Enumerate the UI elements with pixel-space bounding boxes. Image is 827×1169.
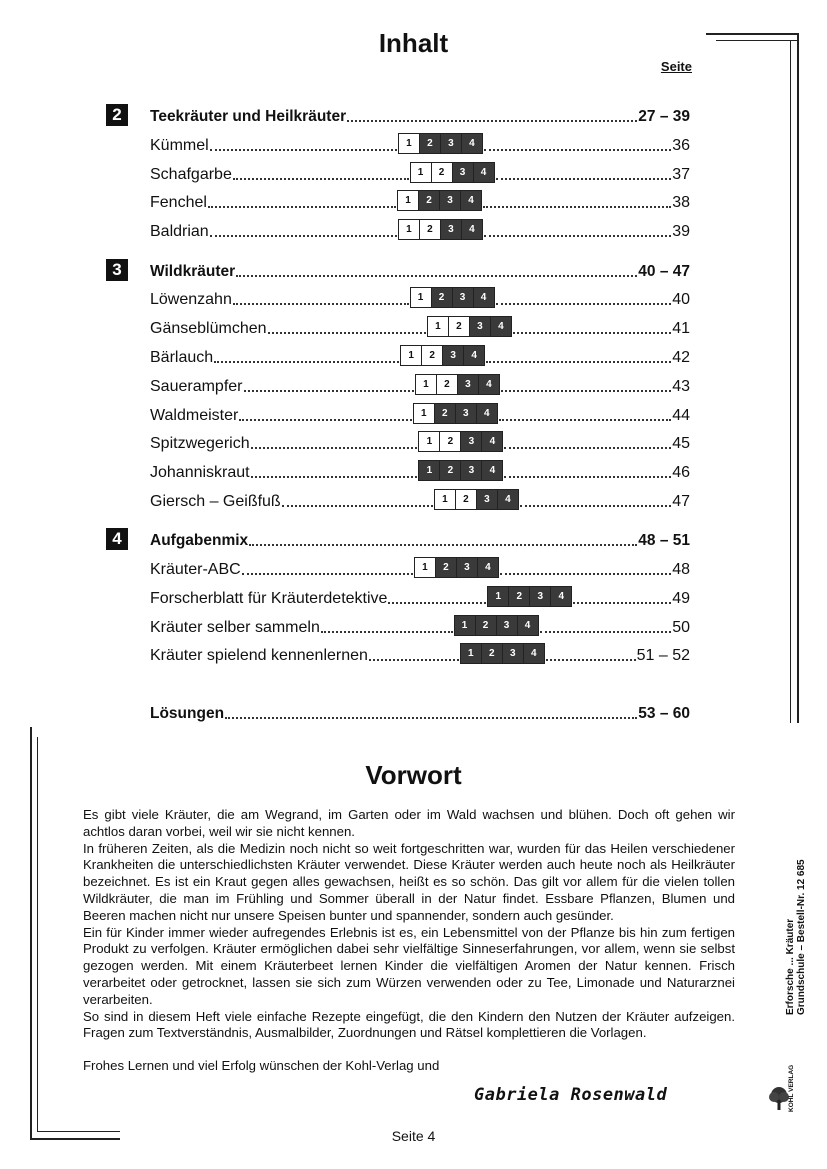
page-number: Seite 4	[391, 1128, 436, 1144]
dot-leader	[236, 275, 637, 277]
difficulty-level-box: 1	[428, 317, 448, 336]
solutions-title: Lösungen	[150, 704, 225, 722]
difficulty-level-box: 1	[419, 432, 439, 451]
difficulty-level-box: 2	[421, 346, 442, 365]
dot-leader	[268, 332, 426, 334]
difficulty-level-box: 3	[469, 317, 490, 336]
toc-item-page: 39	[672, 223, 690, 241]
dot-leader	[249, 544, 637, 546]
difficulty-level-box: 1	[399, 220, 419, 239]
toc-item-label: Johanniskraut	[150, 464, 250, 482]
dot-leader	[499, 419, 671, 421]
difficulty-level-box: 2	[439, 461, 460, 480]
difficulty-level-box: 3	[456, 558, 477, 577]
preface-text	[83, 807, 735, 1042]
difficulty-level-box: 4	[477, 558, 498, 577]
difficulty-level-box: 4	[461, 134, 482, 153]
difficulty-levels	[460, 643, 545, 664]
toc-item-row	[150, 586, 690, 608]
side-publication-info	[785, 859, 807, 1015]
preface-paragraph: So sind in diesem Heft viele einfache Rezepte eingefügt, die den Kindern den Nutzen der Kräuter aufzeigen. Fragen zum Textverständnis, Ausmalbilder, Zuordnungen und Rätsel komplettieren die Vorlagen.	[83, 1008, 735, 1041]
difficulty-level-box: 2	[419, 220, 440, 239]
toc-item-label: Forscherblatt für Kräuterdetektive	[150, 589, 388, 607]
dot-leader	[210, 149, 397, 151]
section-number-badge: 3	[106, 259, 128, 281]
difficulty-level-box: 4	[478, 375, 499, 394]
difficulty-level-box: 2	[418, 191, 439, 210]
preface-paragraph: In früheren Zeiten, als die Medizin noch nicht so weit fortgeschritten war, wurden für das Heilen verschiedener Krankheiten die unterschiedlichsten Kräuter verwendet. Diese Kräuter werden auch heute noch als Heilkräuter bezeichnet. Es ist ein Kraut gegen alles gewachsen, heißt es so schön. Das gilt vor allem für die vielen tollen Wildkräuter, die man im Frühling und Sommer überall in der Natur findet. Essbare Pflanzen, Blumen und Beeren machen nicht nur unsere Speisen bunter und spannender, sondern auch gesünder.	[83, 840, 735, 923]
section-pages: 48 – 51	[638, 532, 690, 550]
dot-leader	[504, 447, 671, 449]
difficulty-level-box: 3	[460, 432, 481, 451]
difficulty-level-box: 1	[414, 404, 434, 423]
toc-section-row	[150, 259, 690, 281]
toc-item-label: Sauerampfer	[150, 377, 243, 395]
toc-item-label: Spitzwegerich	[150, 435, 250, 453]
toc-item-row	[150, 615, 690, 637]
dot-leader	[210, 235, 397, 237]
difficulty-levels	[454, 615, 539, 636]
toc-item-page: 36	[672, 136, 691, 154]
dot-leader	[321, 631, 453, 633]
dot-leader	[501, 390, 671, 392]
toc-solutions-row	[150, 701, 690, 723]
dot-leader	[504, 476, 671, 478]
difficulty-levels	[410, 162, 495, 183]
difficulty-level-box: 1	[411, 288, 431, 307]
difficulty-level-box: 2	[475, 616, 496, 635]
toc-item-row	[150, 162, 690, 184]
difficulty-level-box: 3	[529, 587, 550, 606]
toc-item-row	[150, 557, 690, 579]
toc-item-label: Kräuter-ABC	[150, 561, 241, 578]
toc-item-label: Waldmeister	[150, 406, 239, 424]
dot-leader	[496, 303, 672, 305]
difficulty-level-box: 3	[455, 404, 476, 423]
toc-item-label: Fenchel	[150, 194, 207, 212]
dot-leader	[484, 149, 671, 151]
dot-leader	[513, 332, 671, 334]
section-pages: 27 – 39	[638, 108, 690, 125]
difficulty-level-box: 4	[460, 191, 481, 210]
difficulty-level-box: 3	[440, 220, 461, 239]
toc-item-page: 40	[672, 291, 691, 309]
section-number-badge: 2	[106, 104, 128, 126]
difficulty-level-box: 3	[502, 644, 523, 663]
dot-leader	[282, 505, 433, 507]
toc-item-row	[150, 403, 690, 425]
difficulty-level-box: 4	[473, 163, 494, 182]
difficulty-level-box: 1	[399, 134, 419, 153]
toc-item-row	[150, 133, 690, 155]
difficulty-level-box: 4	[481, 432, 502, 451]
dot-leader	[496, 178, 672, 180]
side-info-line1: Erforsche ... Kräuter	[785, 918, 796, 1015]
dot-leader	[251, 476, 418, 478]
toc-item-row	[150, 190, 690, 212]
difficulty-level-box: 2	[508, 587, 529, 606]
difficulty-level-box: 4	[497, 490, 518, 509]
dot-leader	[233, 303, 409, 305]
toc-item-label: Baldrian	[150, 223, 209, 241]
difficulty-level-box: 2	[481, 644, 502, 663]
difficulty-levels	[418, 431, 503, 452]
dot-leader	[244, 390, 414, 392]
difficulty-level-box: 1	[461, 644, 481, 663]
toc-item-row	[150, 431, 690, 453]
difficulty-level-box: 2	[431, 163, 452, 182]
preface-paragraph: Ein für Kinder immer wieder aufregendes Erlebnis ist es, ein Lebensmittel von der Pflanze bis hin zum fertigen Produkt zu verfolgen. Kräuter ermöglichen dabei sehr vielfältige Sinneserfahrungen, vor allem, wenn sie selbst gezogen werden. Mit einem Kräuterbeet lernen Kinder die vielfältigen Aromen der Natur kennen. Frisch verarbeitet oder getrocknet, lassen sie sich zum Würzen verwenden oder zu Tee, Limonade und Naturarznei verarbeiten.	[83, 924, 735, 1007]
toc-item-label: Kümmel	[150, 136, 209, 154]
dot-leader	[388, 602, 486, 604]
difficulty-levels	[414, 557, 499, 578]
difficulty-level-box: 4	[517, 616, 538, 635]
toc-item-page: 38	[672, 194, 690, 212]
toc-item-row	[150, 643, 690, 665]
difficulty-levels	[410, 287, 495, 308]
toc-item-row	[150, 374, 690, 396]
frame-line-left-vertical-inner	[37, 737, 38, 1132]
difficulty-level-box: 1	[488, 587, 508, 606]
dot-leader	[520, 505, 671, 507]
preface-closing: Frohes Lernen und viel Erfolg wünschen der Kohl-Verlag und	[83, 1058, 440, 1073]
toc-item-row	[150, 345, 690, 367]
toc-item-page: 37	[672, 165, 691, 183]
difficulty-level-box: 4	[476, 404, 497, 423]
toc-item-page: 42	[672, 348, 691, 366]
difficulty-level-box: 3	[439, 191, 460, 210]
difficulty-level-box: 3	[460, 461, 481, 480]
difficulty-levels	[434, 489, 519, 510]
difficulty-level-box: 3	[457, 375, 478, 394]
toc-item-label: Gänseblümchen	[150, 320, 267, 338]
dot-leader	[214, 361, 399, 363]
toc-item-row	[150, 489, 690, 511]
difficulty-level-box: 2	[431, 288, 452, 307]
toc-section-row	[150, 528, 690, 550]
difficulty-level-box: 3	[476, 490, 497, 509]
toc-item-page: 45	[672, 435, 690, 453]
dot-leader	[208, 206, 396, 208]
difficulty-level-box: 3	[496, 616, 517, 635]
dot-leader	[242, 573, 413, 575]
difficulty-levels	[400, 345, 485, 366]
difficulty-level-box: 1	[455, 616, 475, 635]
difficulty-level-box: 4	[473, 288, 494, 307]
difficulty-levels	[398, 133, 483, 154]
toc-item-label: Kräuter spielend kennenlernen	[150, 647, 368, 665]
difficulty-level-box: 1	[419, 461, 439, 480]
toc-item-row	[150, 287, 690, 309]
page-column-label: Seite	[660, 59, 692, 74]
difficulty-level-box: 2	[455, 490, 476, 509]
toc-item-page: 46	[672, 464, 691, 482]
difficulty-level-box: 4	[490, 317, 511, 336]
section-pages: 40 – 47	[638, 262, 690, 280]
dot-leader	[251, 447, 418, 449]
dot-leader	[369, 659, 459, 661]
toc-item-row	[150, 219, 690, 241]
difficulty-level-box: 1	[416, 375, 436, 394]
difficulty-level-box: 2	[448, 317, 469, 336]
toc-item-page: 43	[672, 377, 691, 395]
section-title: Wildkräuter	[150, 262, 236, 280]
difficulty-level-box: 1	[401, 346, 421, 365]
toc-item-label: Bärlauch	[150, 348, 214, 366]
dot-leader	[347, 120, 637, 122]
difficulty-level-box: 3	[452, 288, 473, 307]
difficulty-level-box: 1	[398, 191, 418, 210]
section-title: Teekräuter und Heilkräuter	[150, 108, 347, 125]
toc-item-page: 51 – 52	[636, 647, 691, 665]
difficulty-levels	[427, 316, 512, 337]
toc-item-row	[150, 316, 690, 338]
toc-item-label: Kräuter selber sammeln	[150, 618, 320, 636]
dot-leader	[500, 573, 671, 575]
difficulty-level-box: 2	[435, 558, 456, 577]
difficulty-level-box: 4	[523, 644, 544, 663]
difficulty-level-box: 2	[439, 432, 460, 451]
difficulty-level-box: 2	[419, 134, 440, 153]
section-number-badge: 4	[106, 528, 128, 550]
toc-section-row	[150, 104, 690, 126]
difficulty-level-box: 4	[461, 220, 482, 239]
toc-title: Inhalt	[378, 28, 449, 58]
difficulty-level-box: 2	[436, 375, 457, 394]
difficulty-level-box: 1	[411, 163, 431, 182]
difficulty-level-box: 2	[434, 404, 455, 423]
difficulty-level-box: 1	[415, 558, 435, 577]
toc-item-page: 41	[672, 320, 690, 338]
side-info-line2: Grundschule – Bestell-Nr. 12 685	[796, 859, 807, 1015]
dot-leader	[483, 206, 671, 208]
difficulty-levels	[415, 374, 500, 395]
toc-item-label: Giersch – Geißfuß	[150, 492, 281, 510]
dot-leader	[486, 361, 671, 363]
dot-leader	[239, 419, 411, 421]
toc-item-page: 44	[672, 406, 691, 424]
difficulty-level-box: 1	[435, 490, 455, 509]
difficulty-level-box: 4	[550, 587, 571, 606]
toc-item-page: 50	[672, 618, 691, 636]
author-signature: Gabriela Rosenwald	[474, 1085, 668, 1105]
preface-paragraph: Es gibt viele Kräuter, die am Wegrand, im Garten oder im Wald wachsen und blühen. Doch oft gehen wir achtlos daran vorbei, weil wir sie nicht kennen.	[83, 807, 735, 839]
difficulty-level-box: 4	[481, 461, 502, 480]
toc-item-page: 48	[672, 561, 690, 578]
dot-leader	[225, 717, 637, 719]
dot-leader	[233, 178, 409, 180]
toc-item-row	[150, 460, 690, 482]
difficulty-levels	[397, 190, 482, 211]
difficulty-levels	[487, 586, 572, 607]
difficulty-level-box: 3	[440, 134, 461, 153]
difficulty-levels	[398, 219, 483, 240]
dot-leader	[540, 631, 672, 633]
dot-leader	[573, 602, 671, 604]
toc-item-label: Löwenzahn	[150, 291, 232, 309]
difficulty-level-box: 4	[463, 346, 484, 365]
dot-leader	[546, 659, 636, 661]
section-title: Aufgabenmix	[150, 532, 249, 550]
preface-title: Vorwort	[365, 760, 462, 790]
publisher-logo-text: KOHL VERLAG	[788, 1064, 795, 1112]
dot-leader	[484, 235, 671, 237]
toc-item-label: Schafgarbe	[150, 165, 232, 183]
difficulty-level-box: 3	[452, 163, 473, 182]
toc-item-page: 49	[672, 589, 691, 607]
difficulty-levels	[413, 403, 498, 424]
toc-item-page: 47	[672, 492, 690, 510]
difficulty-levels	[418, 460, 503, 481]
solutions-pages: 53 – 60	[638, 704, 690, 722]
difficulty-level-box: 3	[442, 346, 463, 365]
